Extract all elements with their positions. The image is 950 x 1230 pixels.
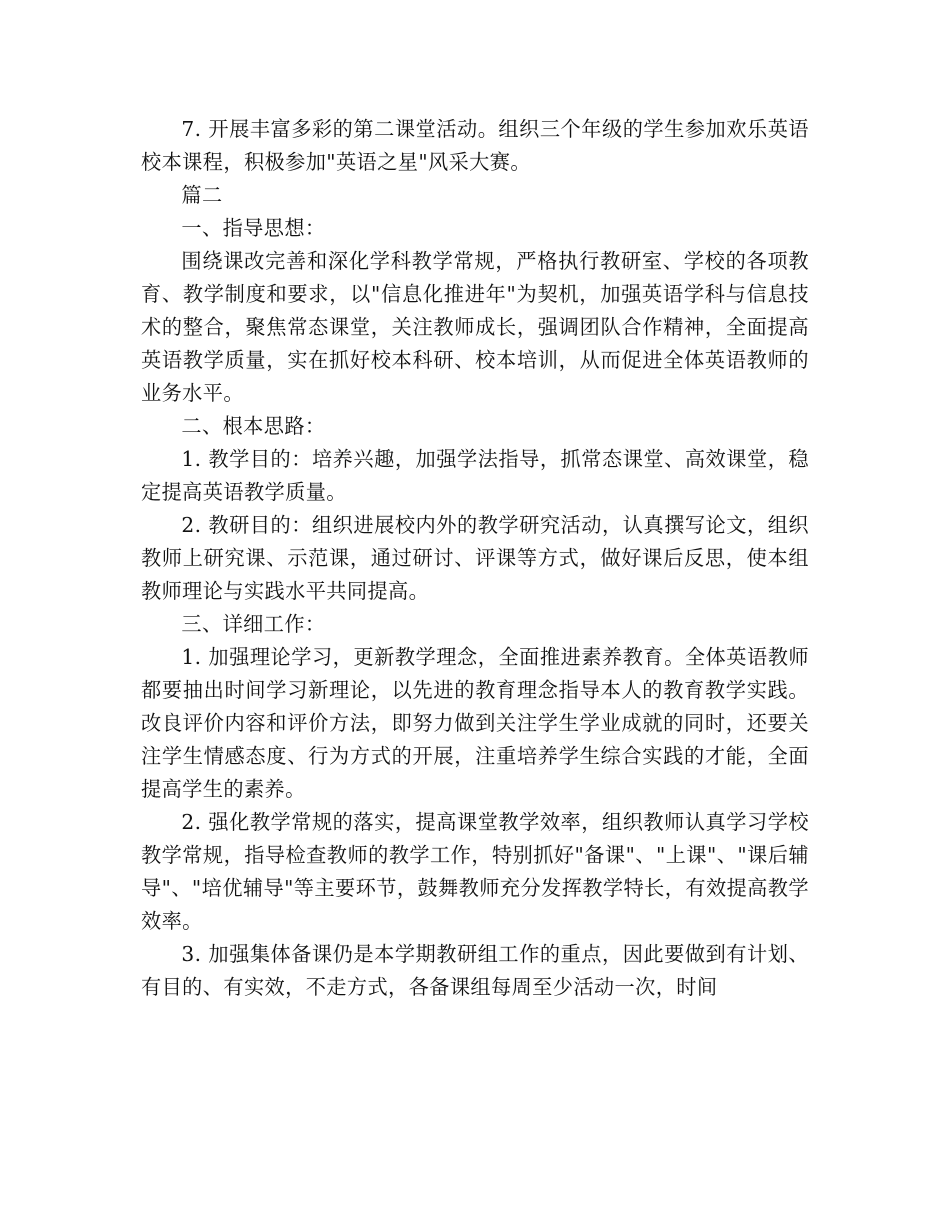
paragraph-teaching-goal: 1. 教学目的：培养兴趣，加强学法指导，抓常态课堂、高效课堂，稳定提高英语教学质量。 <box>141 447 809 504</box>
paragraph-work-item-1: 1. 加强理论学习，更新教学理念，全面推进素养教育。全体英语教师都要抽出时间学习新理论，以先进的教育理念指导本人的教育教学实践。改良评价内容和评价方法，即努力做到关注学生学业成就的同时，还要关注学生情感态度、行为方式的开展，注重培养学生综合实践的才能，全面提高学生的素养。 <box>141 645 809 801</box>
paragraph-work-item-3: 3. 加强集体备课仍是本学期教研组工作的重点，因此要做到有计划、有目的、有实效，不走方式，各备课组每周至少活动一次，时间 <box>141 942 809 999</box>
paragraph-research-goal: 2. 教研目的：组织进展校内外的教学研究活动，认真撰写论文，组织教师上研究课、示范课，通过研讨、评课等方式，做好课后反思，使本组教师理论与实践水平共同提高。 <box>141 513 809 603</box>
paragraph-item-7: 7. 开展丰富多彩的第二课堂活动。组织三个年级的学生参加欢乐英语校本课程，积极参加"英语之星"风采大赛。 <box>141 117 809 174</box>
paragraph-work-item-2: 2. 强化教学常规的落实，提高课堂教学效率，组织教师认真学习学校教学常规，指导检查教师的教学工作，特别抓好"备课"、"上课"、"课后辅导"、"培优辅导"等主要环节，鼓舞教师充分发挥教学特长，有效提高教学效率。 <box>141 810 809 933</box>
paragraph-guiding-thought: 围绕课改完善和深化学科教学常规，严格执行教研室、学校的各项教育、教学制度和要求，以"信息化推进年"为契机，加强英语学科与信息技术的整合，聚焦常态课堂，关注教师成长，强调团队合作精神，全面提高英语教学质量，实在抓好校本科研、校本培训，从而促进全体英语教师的业务水平。 <box>141 249 809 405</box>
section-heading-detailed-work: 三、详细工作： <box>181 612 326 636</box>
document-body <box>141 113 809 1004</box>
section-heading-basic-ideas: 二、根本思路： <box>181 414 326 438</box>
section-heading-pian-er: 篇二 <box>181 183 223 207</box>
section-heading-guiding-thought: 一、指导思想： <box>181 216 326 240</box>
